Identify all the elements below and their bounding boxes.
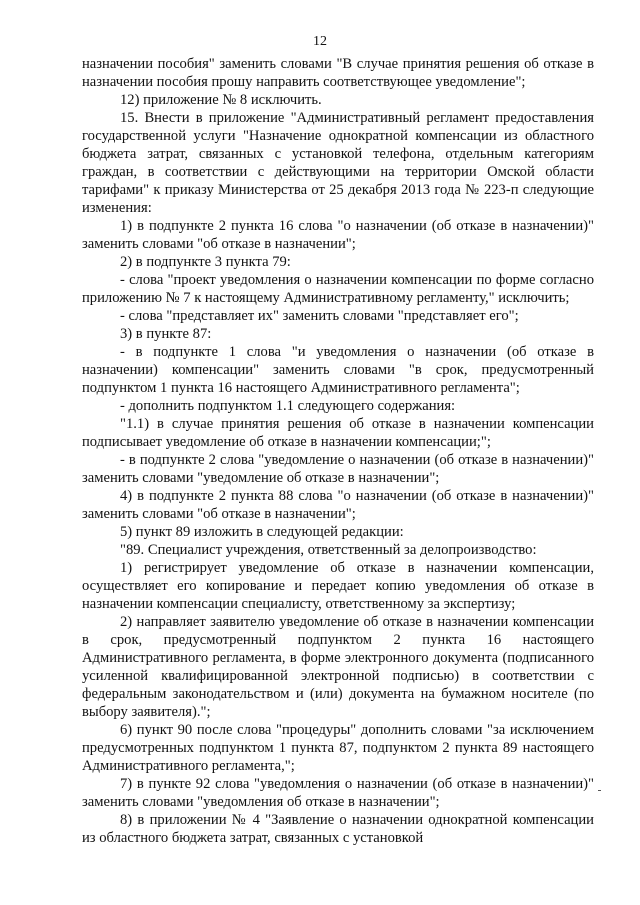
document-body xyxy=(82,55,594,847)
paragraph: - слова "проект уведомления о назначении компенсации по форме согласно приложению № 7 к настоящему Административному регламенту," исключить; xyxy=(82,272,594,306)
page-number: 12 xyxy=(313,34,327,49)
paragraph: 8) в приложении № 4 "Заявление о назначении однократной компенсации из областного бюджета затрат, связанных с установкой xyxy=(82,812,594,846)
paragraph: 2) в подпункте 3 пункта 79: xyxy=(120,254,291,270)
paragraph: 15. Внести в приложение "Административный регламент предоставления государственной услуги "Назначение однократной компенсации из областного бюджета затрат, связанных с установкой телефона, отдельным категориям граждан, в соответствии с действующими на территории Омской области тарифами" к приказу Министерства от 25 декабря 2013 года № 223-п следующие изменения: xyxy=(82,110,594,216)
paragraph: 1) в подпункте 2 пункта 16 слова "о назначении (об отказе в назначении)" заменить словами "об отказе в назначении"; xyxy=(82,218,594,252)
paragraph: 1) регистрирует уведомление об отказе в назначении компенсации, осуществляет его копирование и передает копию уведомления об отказе в назначении компенсации специалисту, ответственному за экспертизу; xyxy=(82,560,594,612)
paragraph: 2) направляет заявителю уведомление об отказе в назначении компенсации в срок, предусмотренный подпунктом 2 пункта 16 настоящего Административного регламента, в форме электронного документа (подписанного усиленной квалифицированной электронной подписью) в соответствии с федеральным законодательством и (или) документа на бумажном носителе (по выбору заявителя)."; xyxy=(82,614,594,720)
paragraph: "89. Специалист учреждения, ответственный за делопроизводство: xyxy=(120,542,537,558)
paragraph: 5) пункт 89 изложить в следующей редакции: xyxy=(120,524,404,540)
paragraph: назначении пособия" заменить словами "В случае принятия решения об отказе в назначении пособия прошу направить соответствующее уведомление"; xyxy=(82,56,594,90)
paragraph: 12) приложение № 8 исключить. xyxy=(120,92,322,108)
paragraph: "1.1) в случае принятия решения об отказе в назначении компенсации подписывает уведомление об отказе в назначении компенсации;"; xyxy=(82,416,594,450)
scan-mark xyxy=(598,790,601,791)
paragraph: - дополнить подпунктом 1.1 следующего содержания: xyxy=(120,398,456,414)
paragraph: 4) в подпункте 2 пункта 88 слова "о назначении (об отказе в назначении)" заменить словами "об отказе в назначении"; xyxy=(82,488,594,522)
paragraph: - в подпункте 1 слова "и уведомления о назначении (об отказе в назначении) компенсации" заменить словами "в срок, предусмотренный подпунктом 1 пункта 16 настоящего Административного регламента"; xyxy=(82,344,594,396)
paragraph: - слова "представляет их" заменить словами "представляет его"; xyxy=(120,308,519,324)
paragraph: - в подпункте 2 слова "уведомление о назначении (об отказе в назначении)" заменить словами "уведомление об отказе в назначении"; xyxy=(82,452,594,486)
paragraph: 7) в пункте 92 слова "уведомления о назначении (об отказе в назначении)" заменить словами "уведомления об отказе в назначении"; xyxy=(82,776,594,810)
paragraph: 3) в пункте 87: xyxy=(120,326,212,342)
paragraph: 6) пункт 90 после слова "процедуры" дополнить словами "за исключением предусмотренных подпунктом 1 пункта 87, подпунктом 2 пункта 89 настоящего Административного регламента,"; xyxy=(82,722,594,774)
